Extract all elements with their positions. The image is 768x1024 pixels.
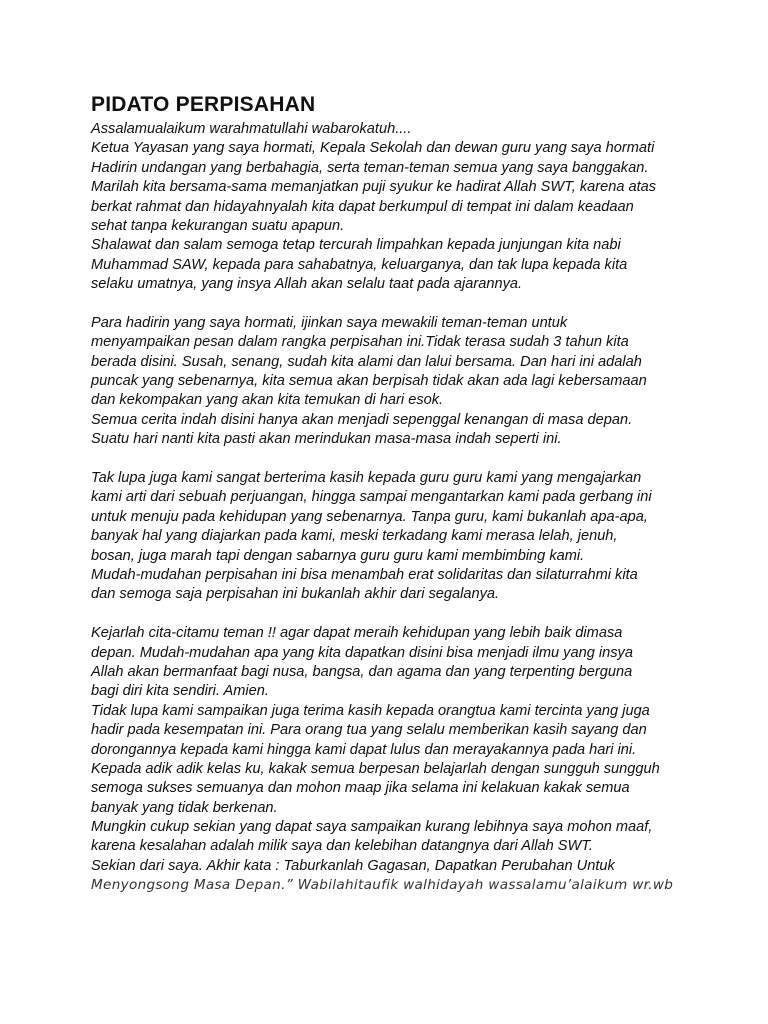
text-line: untuk menuju pada kehidupan yang sebenarnya. Tanpa guru, kami bukanlah apa-apa, [91, 508, 648, 525]
text-line: dan semoga saja perpisahan ini bukanlah akhir dari segalanya. [91, 586, 500, 603]
text-line: Sekian dari saya. Akhir kata : Taburkanlah Gagasan, Dapatkan Perubahan Untuk [91, 857, 615, 874]
text-line: berkat rahmat dan hidayahnyalah kita dapat berkumpul di tempat ini dalam keadaan [91, 198, 634, 215]
paragraph-gap [91, 605, 691, 624]
text-line: Semua cerita indah disini hanya akan menjadi sepenggal kenangan di masa depan. [91, 411, 633, 428]
text-line: Para hadirin yang saya hormati, ijinkan saya mewakili teman-teman untuk [91, 314, 568, 331]
text-line: karena kesalahan adalah milik saya dan kelebihan datangnya dari Allah SWT. [91, 838, 593, 855]
text-line: Shalawat dan salam semoga tetap tercurah limpahkan kepada junjungan kita nabi [91, 237, 621, 254]
closing-line: Menyongsong Masa Depan.” Wabilahitaufik walhidayah wassalamu’alaikum wr.wb [91, 877, 674, 894]
text-line: banyak hal yang diajarkan pada kami, meski terkadang kami merasa lelah, jenuh, [91, 528, 618, 545]
paragraph [91, 624, 691, 876]
text-line: Suatu hari nanti kita pasti akan merindukan masa-masa indah seperti ini. [91, 431, 562, 448]
paragraph-gap [91, 295, 691, 314]
text-line: menyampaikan pesan dalam rangka perpisahan ini.Tidak terasa sudah 3 tahun kita [91, 334, 629, 351]
document-title: PIDATO PERPISAHAN [91, 93, 316, 116]
text-line: Marilah kita bersama-sama memanjatkan puji syukur ke hadirat Allah SWT, karena atas [91, 179, 657, 196]
text-line: dorongannya kepada kami hingga kami dapat lulus dan merayakannya pada hari ini. [91, 741, 637, 758]
paragraph [91, 469, 691, 605]
text-line: Kepada adik adik kelas ku, kakak semua berpesan belajarlah dengan sungguh sungguh [91, 760, 660, 777]
paragraph [91, 314, 691, 450]
text-line: Mungkin cukup sekian yang dapat saya sampaikan kurang lebihnya saya mohon maaf, [91, 819, 653, 836]
document-body [91, 120, 691, 896]
text-line: hadir pada kesempatan ini. Para orang tua yang selalu memberikan kasih sayang dan [91, 722, 647, 739]
text-line: Tidak lupa kami sampaikan juga terima kasih kepada orangtua kami tercinta yang juga [91, 702, 650, 719]
text-line: Allah akan bermanfaat bagi nusa, bangsa, dan agama dan yang terpenting berguna [91, 663, 633, 680]
text-line: dan kekompakan yang akan kita temukan di hari esok. [91, 392, 444, 409]
text-line: bosan, juga marah tapi dengan sabarnya guru guru kami membimbing kami. [91, 547, 585, 564]
text-line: Tak lupa juga kami sangat berterima kasih kepada guru guru kami yang mengajarkan [91, 470, 642, 487]
paragraph [91, 120, 691, 295]
text-line: semoga sukses semuanya dan mohon maap jika selama ini kelakuan kakak semua [91, 780, 630, 797]
text-line: Hadirin undangan yang berbahagia, serta teman-teman semua yang saya banggakan. [91, 159, 649, 176]
text-line: bagi diri kita sendiri. Amien. [91, 683, 269, 700]
text-line: Mudah-mudahan perpisahan ini bisa menambah erat solidaritas dan silaturrahmi kita [91, 566, 638, 583]
text-line: puncak yang sebenarnya, kita semua akan berpisah tidak akan ada lagi kebersamaan [91, 373, 647, 390]
text-line: kami arti dari sebuah perjuangan, hingga sampai mengantarkan kami pada gerbang ini [91, 489, 652, 506]
document-page [91, 92, 691, 896]
text-line: Kejarlah cita-citamu teman !! agar dapat meraih kehidupan yang lebih baik dimasa [91, 625, 623, 642]
text-line: sehat tanpa kekurangan suatu apapun. [91, 217, 345, 234]
text-line: banyak yang tidak berkenan. [91, 799, 278, 816]
text-line: Ketua Yayasan yang saya hormati, Kepala Sekolah dan dewan guru yang saya hormati [91, 140, 655, 157]
text-line: Muhammad SAW, kepada para sahabatnya, keluarganya, dan tak lupa kepada kita [91, 256, 628, 273]
text-line: berada disini. Susah, senang, sudah kita alami dan lalui bersama. Dan hari ini adalah [91, 353, 642, 370]
text-line: Assalamualaikum warahmatullahi wabarokatuh.... [91, 121, 412, 137]
text-line: selaku umatnya, yang insya Allah akan selalu taat pada ajarannya. [91, 276, 523, 293]
paragraph-gap [91, 450, 691, 469]
text-line: depan. Mudah-mudahan apa yang kita dapatkan disini bisa menjadi ilmu yang insya [91, 644, 633, 661]
